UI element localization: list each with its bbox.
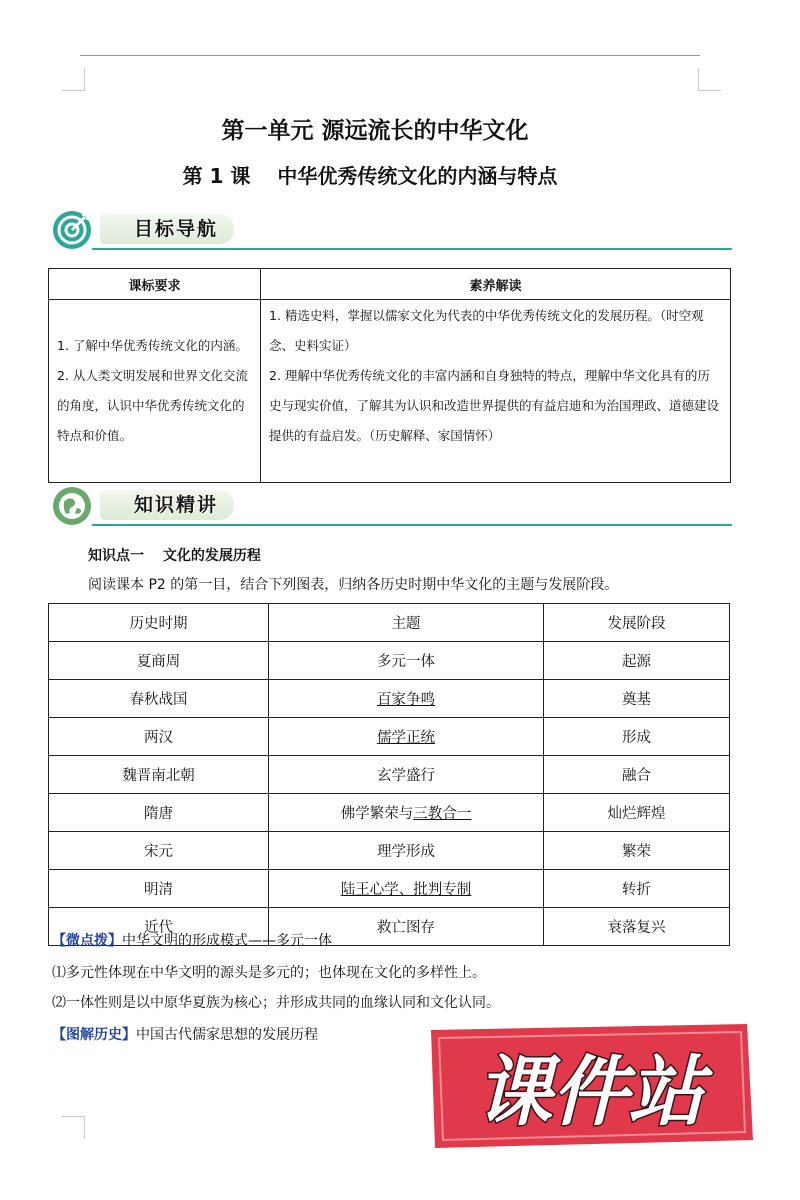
goals-banner-label: 目标导航 bbox=[134, 218, 219, 240]
theme-answer: 三教合一 bbox=[413, 806, 472, 822]
tip-line bbox=[52, 930, 332, 950]
table-row bbox=[49, 870, 730, 908]
history-table bbox=[48, 603, 730, 946]
table-row bbox=[49, 642, 730, 680]
table-row bbox=[49, 604, 730, 642]
standards-table bbox=[48, 268, 731, 483]
lesson-title: 第 1 课 中华优秀传统文化的内涵与特点 bbox=[182, 164, 558, 188]
theme-cell bbox=[269, 718, 544, 756]
goals-banner bbox=[52, 210, 732, 256]
theme-part: 佛学繁荣与 bbox=[340, 806, 414, 822]
standards-header-right: 素养解读 bbox=[261, 269, 731, 300]
theme-cell bbox=[269, 680, 544, 718]
stage-cell: 衰落复兴 bbox=[544, 908, 730, 946]
stage-cell: 奠基 bbox=[544, 680, 730, 718]
knowledge-point-description: 阅读课本 P2 的第一目，结合下列图表，归纳各历史时期中华文化的主题与发展阶段。 bbox=[88, 577, 619, 593]
table-row bbox=[49, 718, 730, 756]
period-cell: 夏商周 bbox=[49, 642, 269, 680]
theme-answer: 儒学正统 bbox=[377, 730, 435, 746]
stage-cell: 转折 bbox=[544, 870, 730, 908]
watermark-text: 课件站 bbox=[476, 1047, 704, 1136]
theme-cell: 救亡图存 bbox=[269, 908, 544, 946]
period-cell: 魏晋南北朝 bbox=[49, 756, 269, 794]
target-icon bbox=[52, 210, 92, 250]
stage-cell: 融合 bbox=[544, 756, 730, 794]
knowledge-banner bbox=[52, 486, 732, 532]
theme-cell: 玄学盛行 bbox=[269, 756, 544, 794]
header-rule bbox=[80, 55, 700, 56]
theme-answer: 陆王心学、批判专制 bbox=[340, 882, 472, 898]
crop-mark-top-left bbox=[62, 68, 85, 91]
stage-cell: 灿烂辉煌 bbox=[544, 794, 730, 832]
table-row bbox=[49, 756, 730, 794]
crop-mark-bottom-left bbox=[62, 1116, 85, 1139]
stage-cell: 繁荣 bbox=[544, 832, 730, 870]
stage-cell: 起源 bbox=[544, 642, 730, 680]
table-row bbox=[49, 680, 730, 718]
globe-icon bbox=[52, 486, 92, 526]
standards-header-left: 课标要求 bbox=[49, 269, 261, 300]
standards-left-cell: 1. 了解中华优秀传统文化的内涵。 2. 从人类文明发展和世界文化交流的角度，认识中华优秀传统文化的特点和价值。 bbox=[49, 300, 261, 483]
tip-point-1: ⑴多元性体现在中华文明的源头是多元的；也体现在文化的多样性上。 bbox=[52, 965, 486, 981]
theme-cell: 理学形成 bbox=[269, 832, 544, 870]
diagram-tag: 【图解历史】 bbox=[52, 1027, 136, 1043]
header-period: 历史时期 bbox=[49, 604, 269, 642]
watermark-stamp bbox=[425, 1022, 755, 1152]
header-stage: 发展阶段 bbox=[544, 604, 730, 642]
diagram-text: 中国古代儒家思想的发展历程 bbox=[136, 1027, 318, 1043]
theme-cell: 多元一体 bbox=[269, 642, 544, 680]
period-cell: 近代 bbox=[49, 908, 269, 946]
tip-point-2: ⑵一体性则是以中原华夏族为核心；并形成共同的血缘认同和文化认同。 bbox=[52, 995, 500, 1011]
period-cell: 明清 bbox=[49, 870, 269, 908]
standards-right-cell: 1. 精选史料，掌握以儒家文化为代表的中华优秀传统文化的发展历程。（时空观念、史料实证） 2. 理解中华优秀传统文化的丰富内涵和自身独特的特点，理解中华文化具有的历史与现实价值，了解其为认识和改造世界提供的有益启迪和为治国理政、道德建设提供的有益启发。（历史解释、家国情怀） bbox=[261, 300, 731, 483]
diagram-line bbox=[52, 1024, 318, 1044]
tip-text: 中华文明的形成模式——多元一体 bbox=[122, 933, 332, 949]
knowledge-banner-label: 知识精讲 bbox=[134, 494, 219, 516]
tip-tag: 【微点拨】 bbox=[52, 933, 122, 949]
theme-cell bbox=[269, 794, 544, 832]
knowledge-point-title: 知识点一 文化的发展历程 bbox=[88, 548, 261, 564]
table-row bbox=[49, 794, 730, 832]
theme-cell bbox=[269, 870, 544, 908]
period-cell: 春秋战国 bbox=[49, 680, 269, 718]
period-cell: 宋元 bbox=[49, 832, 269, 870]
crop-mark-top-right bbox=[698, 68, 721, 91]
table-row bbox=[49, 832, 730, 870]
unit-title: 第一单元 源远流长的中华文化 bbox=[221, 118, 529, 144]
header-theme: 主题 bbox=[269, 604, 544, 642]
period-cell: 隋唐 bbox=[49, 794, 269, 832]
theme-answer: 百家争鸣 bbox=[377, 692, 435, 708]
stage-cell: 形成 bbox=[544, 718, 730, 756]
period-cell: 两汉 bbox=[49, 718, 269, 756]
